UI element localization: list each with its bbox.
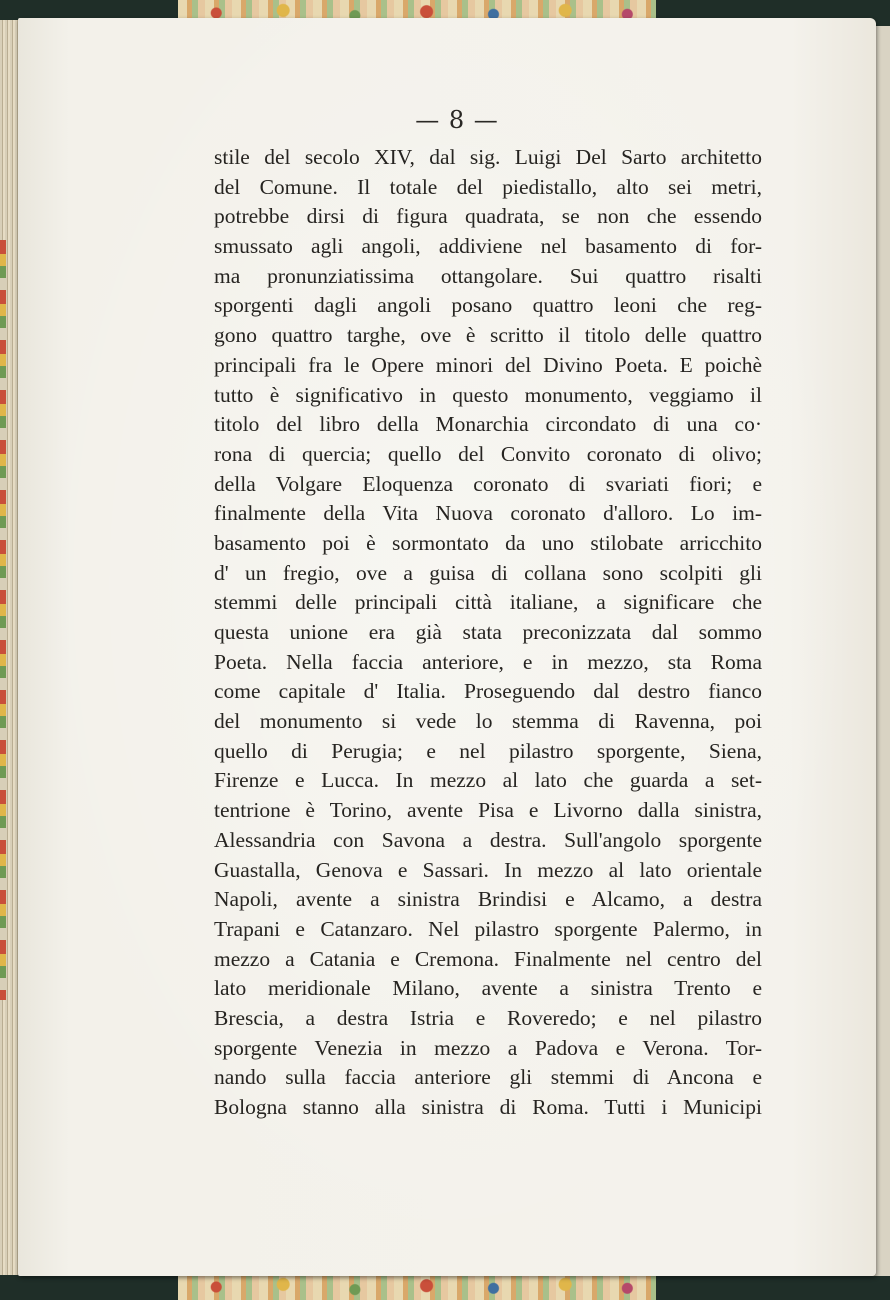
text-line: Brescia, a destra Istria e Roveredo; e nel pilastro	[214, 1005, 762, 1030]
text-line: della Volgare Eloquenza coronato di svariati fiori; e	[214, 471, 762, 496]
text-line: Poeta. Nella faccia anteriore, e in mezzo, sta Roma	[214, 649, 762, 674]
text-line: tutto è significativo in questo monumento, veggiamo il	[214, 382, 762, 407]
text-line: smussato agli angoli, addiviene nel basamento di for-	[214, 234, 762, 259]
text-line: potrebbe dirsi di figura quadrata, se non che essendo	[214, 204, 762, 229]
text-line: d' un fregio, ove a guisa di collana sono scolpiti gli	[214, 560, 762, 585]
text-line: del Comune. Il totale del piedistallo, alto sei metri,	[214, 174, 762, 199]
text-line: Trapani e Catanzaro. Nel pilastro sporgente Palermo, in	[214, 916, 762, 941]
page-number: — 8 —	[415, 106, 499, 134]
text-line: Firenze e Lucca. In mezzo al lato che guarda a set-	[214, 768, 762, 793]
text-line: Alessandria con Savona a destra. Sull'angolo sporgente	[214, 827, 762, 852]
text-line: stile del secolo XIV, dal sig. Luigi Del Sarto architetto	[214, 145, 762, 169]
text-line: sporgenti dagli angoli posano quattro leoni che reg-	[214, 293, 762, 318]
text-line: titolo del libro della Monarchia circondato di una co·	[214, 412, 762, 437]
text-line: quello di Perugia; e nel pilastro sporgente, Siena,	[214, 738, 762, 763]
text-line: questa unione era già stata preconizzata dal sommo	[214, 620, 762, 644]
text-line: sporgente Venezia in mezzo a Padova e Verona. Tor-	[214, 1035, 762, 1060]
marbled-endpaper-bottom	[178, 1274, 656, 1300]
text-line: ma pronunziatissima ottangolare. Sui quattro risalti	[214, 263, 762, 288]
text-line: mezzo a Catania e Cremona. Finalmente nel centro del	[214, 946, 762, 971]
text-line: del monumento si vede lo stemma di Ravenna, poi	[214, 709, 762, 734]
text-line: lato meridionale Milano, avente a sinistra Trento e	[214, 976, 762, 1001]
text-line: gono quattro targhe, ove è scritto il titolo delle quattro	[214, 323, 762, 348]
body-text	[214, 143, 762, 1123]
marbled-edge-strip	[0, 240, 6, 1000]
text-line: come capitale d' Italia. Proseguendo dal destro fianco	[214, 679, 762, 704]
text-line: Bologna stanno alla sinistra di Roma. Tutti i Municipi	[214, 1095, 762, 1119]
text-line: finalmente della Vita Nuova coronato d'alloro. Lo im-	[214, 501, 762, 526]
text-line: rona di quercia; quello del Convito coronato di olivo;	[214, 441, 762, 466]
text-line: Guastalla, Genova e Sassari. In mezzo al lato orientale	[214, 857, 762, 882]
text-line: principali fra le Opere minori del Divino Poeta. E poichè	[214, 352, 762, 377]
page-sheet	[18, 18, 876, 1276]
text-line: basamento poi è sormontato da uno stilobate arricchito	[214, 530, 762, 555]
text-line: nando sulla faccia anteriore gli stemmi di Ancona e	[214, 1065, 762, 1090]
text-line: tentrione è Torino, avente Pisa e Livorno dalla sinistra,	[214, 798, 762, 823]
text-line: Napoli, avente a sinistra Brindisi e Alcamo, a destra	[214, 887, 762, 912]
text-line: stemmi delle principali città italiane, a significare che	[214, 590, 762, 615]
